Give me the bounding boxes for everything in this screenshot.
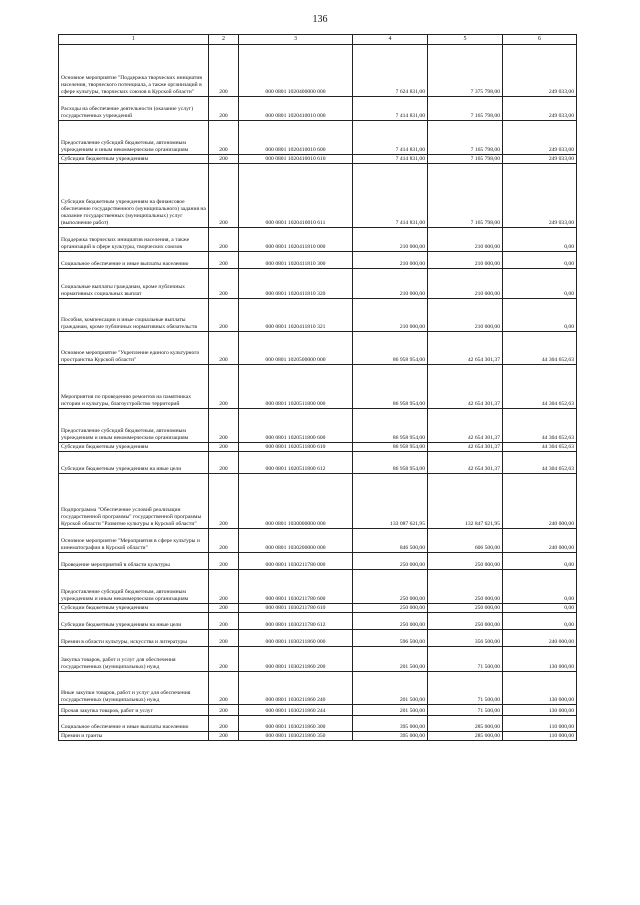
row-classification-code: 000 0801 1030211860 000 — [239, 630, 353, 647]
row-amount-unexecuted: 130 000,00 — [503, 705, 577, 716]
row-admin-code: 200 — [209, 164, 239, 228]
row-name: Расходы на обеспечение деятельности (оказание услуг) государственных учреждений — [59, 97, 209, 121]
row-amount-unexecuted: 110 000,00 — [503, 732, 577, 741]
row-name: Субсидии бюджетным учреждениям — [59, 443, 209, 452]
row-classification-code: 000 0801 1020411810 300 — [239, 252, 353, 269]
table-row — [59, 269, 577, 299]
table-row — [59, 443, 577, 452]
row-amount-executed: 7 165 798,00 — [428, 97, 503, 121]
row-classification-code: 000 0801 1030211780 610 — [239, 604, 353, 613]
row-admin-code: 200 — [209, 228, 239, 252]
row-name: Иные закупки товаров, работ и услуг для обеспечения государственных (муниципальных) нужд — [59, 672, 209, 705]
row-amount-executed: 7 375 798,00 — [428, 45, 503, 97]
row-name: Подпрограмма "Обеспечение условий реализации государственной программы" государственной программы Курской области "Развитие культуры в Курской области" — [59, 474, 209, 529]
row-amount-unexecuted: 110 000,00 — [503, 716, 577, 732]
row-amount-approved: 210 000,00 — [353, 252, 428, 269]
row-amount-executed: 210 000,00 — [428, 252, 503, 269]
row-name: Основное мероприятие "Поддержка творческих инициатив населения, творческого потенциала, а также организаций в сфере культуры, творческих союзов в Курской области" — [59, 45, 209, 97]
row-amount-unexecuted: 240 000,00 — [503, 474, 577, 529]
row-name: Мероприятия по проведению ремонтов на памятниках истории и культуры, благоустройство территорий — [59, 365, 209, 409]
row-admin-code: 200 — [209, 553, 239, 570]
row-admin-code: 200 — [209, 97, 239, 121]
row-admin-code: 200 — [209, 529, 239, 553]
table-row — [59, 474, 577, 529]
row-amount-unexecuted: 44 304 652,63 — [503, 443, 577, 452]
row-amount-executed: 42 654 301,37 — [428, 452, 503, 474]
table-row — [59, 630, 577, 647]
row-amount-approved: 86 958 954,00 — [353, 443, 428, 452]
row-admin-code: 200 — [209, 732, 239, 741]
row-amount-executed: 285 000,00 — [428, 732, 503, 741]
row-admin-code: 200 — [209, 452, 239, 474]
row-name: Субсидии бюджетным учреждениям на иные цели — [59, 613, 209, 630]
row-amount-executed: 71 500,00 — [428, 647, 503, 672]
table-row — [59, 716, 577, 732]
row-name: Основное мероприятие "Мероприятия в сфере культуры и кинематографии в Курской области" — [59, 529, 209, 553]
row-amount-unexecuted: 0,00 — [503, 613, 577, 630]
row-amount-unexecuted: 44 304 652,63 — [503, 409, 577, 443]
row-name: Социальные выплаты гражданам, кроме публичных нормативных социальных выплат — [59, 269, 209, 299]
row-amount-approved: 250 000,00 — [353, 604, 428, 613]
row-admin-code: 200 — [209, 474, 239, 529]
row-classification-code: 000 0801 1030211780 612 — [239, 613, 353, 630]
row-amount-approved: 846 500,00 — [353, 529, 428, 553]
table-row — [59, 252, 577, 269]
row-amount-approved: 250 000,00 — [353, 613, 428, 630]
row-admin-code: 200 — [209, 252, 239, 269]
row-admin-code: 200 — [209, 332, 239, 365]
row-amount-executed: 210 000,00 — [428, 228, 503, 252]
row-name: Поддержка творческих инициатив населения, а также организаций в сфере культуры, творческих союзов — [59, 228, 209, 252]
row-admin-code: 200 — [209, 299, 239, 332]
row-amount-approved: 86 958 954,00 — [353, 452, 428, 474]
page-number: 136 — [312, 14, 328, 25]
row-amount-approved: 210 000,00 — [353, 299, 428, 332]
table-row — [59, 365, 577, 409]
table-row — [59, 409, 577, 443]
table-header-row — [59, 35, 577, 45]
column-header: 4 — [353, 35, 428, 45]
row-name: Пособия, компенсации и иные социальные выплаты гражданам, кроме публичных нормативных обязательств — [59, 299, 209, 332]
row-classification-code: 000 0801 1020400000 000 — [239, 45, 353, 97]
row-admin-code: 200 — [209, 705, 239, 716]
row-name: Премии в области культуры, искусства и литературы — [59, 630, 209, 647]
row-amount-unexecuted: 44 304 652,63 — [503, 452, 577, 474]
row-amount-unexecuted: 249 033,00 — [503, 45, 577, 97]
row-amount-executed: 42 654 301,37 — [428, 332, 503, 365]
row-amount-approved: 395 000,00 — [353, 732, 428, 741]
row-admin-code: 200 — [209, 45, 239, 97]
table-row — [59, 452, 577, 474]
table-row — [59, 613, 577, 630]
row-amount-approved: 201 500,00 — [353, 672, 428, 705]
table-row — [59, 529, 577, 553]
row-amount-unexecuted: 0,00 — [503, 604, 577, 613]
row-amount-executed: 132 847 621,95 — [428, 474, 503, 529]
row-admin-code: 200 — [209, 269, 239, 299]
row-amount-approved: 86 958 954,00 — [353, 365, 428, 409]
row-name: Субсидии бюджетным учреждениям — [59, 604, 209, 613]
row-name: Субсидии бюджетным учреждениям — [59, 155, 209, 164]
row-classification-code: 000 0801 1030200000 000 — [239, 529, 353, 553]
row-amount-approved: 7 414 831,00 — [353, 97, 428, 121]
table-row — [59, 672, 577, 705]
row-amount-executed: 210 000,00 — [428, 269, 503, 299]
row-name: Предоставление субсидий бюджетным, автономным учреждениям и иным некоммерческим организациям — [59, 121, 209, 155]
row-amount-unexecuted: 0,00 — [503, 228, 577, 252]
table-row — [59, 705, 577, 716]
row-name: Субсидии бюджетным учреждениям на иные цели — [59, 452, 209, 474]
row-classification-code: 000 0801 1020410010 600 — [239, 121, 353, 155]
row-amount-approved: 7 414 831,00 — [353, 121, 428, 155]
row-amount-unexecuted: 44 304 652,63 — [503, 365, 577, 409]
row-admin-code: 200 — [209, 647, 239, 672]
row-amount-executed: 7 165 798,00 — [428, 164, 503, 228]
row-admin-code: 200 — [209, 155, 239, 164]
row-amount-unexecuted: 249 033,00 — [503, 121, 577, 155]
table-row — [59, 155, 577, 164]
table-row — [59, 553, 577, 570]
column-header: 2 — [209, 35, 239, 45]
row-amount-unexecuted: 240 000,00 — [503, 529, 577, 553]
row-classification-code: 000 0801 1020500000 000 — [239, 332, 353, 365]
row-admin-code: 200 — [209, 604, 239, 613]
scan-mark — [2, 300, 10, 308]
table-row — [59, 570, 577, 604]
table-row — [59, 121, 577, 155]
row-amount-unexecuted: 249 033,00 — [503, 155, 577, 164]
row-amount-executed: 250 000,00 — [428, 604, 503, 613]
row-amount-approved: 201 500,00 — [353, 705, 428, 716]
column-header: 6 — [503, 35, 577, 45]
table-row — [59, 97, 577, 121]
table-row — [59, 604, 577, 613]
row-amount-approved: 596 500,00 — [353, 630, 428, 647]
row-amount-approved: 201 500,00 — [353, 647, 428, 672]
table-row — [59, 164, 577, 228]
row-amount-executed: 42 654 301,37 — [428, 409, 503, 443]
column-header: 3 — [239, 35, 353, 45]
table-row — [59, 228, 577, 252]
row-classification-code: 000 0801 1030000000 000 — [239, 474, 353, 529]
row-name: Проведение мероприятий в области культуры — [59, 553, 209, 570]
row-name: Основное мероприятие "Укрепление единого культурного пространства Курской области" — [59, 332, 209, 365]
row-amount-unexecuted: 0,00 — [503, 570, 577, 604]
row-amount-executed: 7 165 798,00 — [428, 155, 503, 164]
row-admin-code: 200 — [209, 672, 239, 705]
row-classification-code: 000 0801 1020410010 611 — [239, 164, 353, 228]
row-admin-code: 200 — [209, 630, 239, 647]
row-amount-unexecuted: 44 304 652,63 — [503, 332, 577, 365]
row-amount-approved: 395 000,00 — [353, 716, 428, 732]
row-admin-code: 200 — [209, 409, 239, 443]
table-row — [59, 732, 577, 741]
row-amount-approved: 133 087 621,95 — [353, 474, 428, 529]
table-row — [59, 299, 577, 332]
row-classification-code: 000 0801 1030211860 244 — [239, 705, 353, 716]
row-amount-executed: 210 000,00 — [428, 299, 503, 332]
row-amount-approved: 250 000,00 — [353, 553, 428, 570]
row-classification-code: 000 0801 1020511800 612 — [239, 452, 353, 474]
row-classification-code: 000 0801 1020411810 320 — [239, 269, 353, 299]
row-amount-executed: 606 500,00 — [428, 529, 503, 553]
table-row — [59, 647, 577, 672]
row-name: Предоставление субсидий бюджетным, автономным учреждениям и иным некоммерческим организациям — [59, 409, 209, 443]
row-amount-approved: 250 000,00 — [353, 570, 428, 604]
row-admin-code: 200 — [209, 716, 239, 732]
column-header: 1 — [59, 35, 209, 45]
row-name: Предоставление субсидий бюджетным, автономным учреждениям и иным некоммерческим организациям — [59, 570, 209, 604]
row-amount-approved: 7 414 831,00 — [353, 164, 428, 228]
row-name: Субсидии бюджетным учреждениям на финансовое обеспечение государственного (муниципального) задания на оказание государственных (муниципальных) услуг (выполнение работ) — [59, 164, 209, 228]
row-classification-code: 000 0801 1020411810 000 — [239, 228, 353, 252]
row-classification-code: 000 0801 1030211860 300 — [239, 716, 353, 732]
row-admin-code: 200 — [209, 570, 239, 604]
row-amount-unexecuted: 0,00 — [503, 299, 577, 332]
row-amount-executed: 250 000,00 — [428, 553, 503, 570]
row-classification-code: 000 0801 1030211780 000 — [239, 553, 353, 570]
row-name: Премии и гранты — [59, 732, 209, 741]
row-amount-executed: 250 000,00 — [428, 613, 503, 630]
row-amount-executed: 250 000,00 — [428, 570, 503, 604]
row-amount-approved: 7 414 831,00 — [353, 155, 428, 164]
table-row — [59, 45, 577, 97]
row-name: Социальное обеспечение и иные выплаты населению — [59, 716, 209, 732]
row-classification-code: 000 0801 1030211780 600 — [239, 570, 353, 604]
row-amount-unexecuted: 130 000,00 — [503, 672, 577, 705]
row-amount-unexecuted: 249 033,00 — [503, 164, 577, 228]
row-classification-code: 000 0801 1020411810 321 — [239, 299, 353, 332]
row-admin-code: 200 — [209, 121, 239, 155]
row-amount-unexecuted: 130 000,00 — [503, 647, 577, 672]
row-classification-code: 000 0801 1030211860 200 — [239, 647, 353, 672]
row-amount-approved: 210 000,00 — [353, 269, 428, 299]
column-header: 5 — [428, 35, 503, 45]
row-admin-code: 200 — [209, 365, 239, 409]
row-classification-code: 000 0801 1030211860 350 — [239, 732, 353, 741]
row-amount-unexecuted: 249 033,00 — [503, 97, 577, 121]
row-name: Закупка товаров, работ и услуг для обеспечения государственных (муниципальных) нужд — [59, 647, 209, 672]
row-amount-executed: 71 500,00 — [428, 672, 503, 705]
row-classification-code: 000 0801 1030211860 240 — [239, 672, 353, 705]
row-amount-executed: 42 654 301,37 — [428, 443, 503, 452]
table-row — [59, 332, 577, 365]
row-amount-approved: 7 624 831,00 — [353, 45, 428, 97]
row-admin-code: 200 — [209, 613, 239, 630]
row-classification-code: 000 0801 1020511800 610 — [239, 443, 353, 452]
row-classification-code: 000 0801 1020410010 610 — [239, 155, 353, 164]
table-body — [59, 45, 577, 741]
row-classification-code: 000 0801 1020511800 600 — [239, 409, 353, 443]
row-classification-code: 000 0801 1020410010 000 — [239, 97, 353, 121]
budget-table — [58, 34, 577, 741]
row-amount-executed: 71 500,00 — [428, 705, 503, 716]
row-amount-executed: 7 165 798,00 — [428, 121, 503, 155]
row-amount-approved: 86 958 954,00 — [353, 409, 428, 443]
row-amount-approved: 86 958 954,00 — [353, 332, 428, 365]
row-amount-unexecuted: 0,00 — [503, 553, 577, 570]
row-amount-approved: 210 000,00 — [353, 228, 428, 252]
row-name: Социальное обеспечение и иные выплаты населению — [59, 252, 209, 269]
row-amount-unexecuted: 0,00 — [503, 252, 577, 269]
row-classification-code: 000 0801 1020511800 000 — [239, 365, 353, 409]
row-amount-executed: 356 500,00 — [428, 630, 503, 647]
row-amount-executed: 42 654 301,37 — [428, 365, 503, 409]
row-amount-unexecuted: 240 000,00 — [503, 630, 577, 647]
row-amount-unexecuted: 0,00 — [503, 269, 577, 299]
row-amount-executed: 285 000,00 — [428, 716, 503, 732]
row-name: Прочая закупка товаров, работ и услуг — [59, 705, 209, 716]
row-admin-code: 200 — [209, 443, 239, 452]
